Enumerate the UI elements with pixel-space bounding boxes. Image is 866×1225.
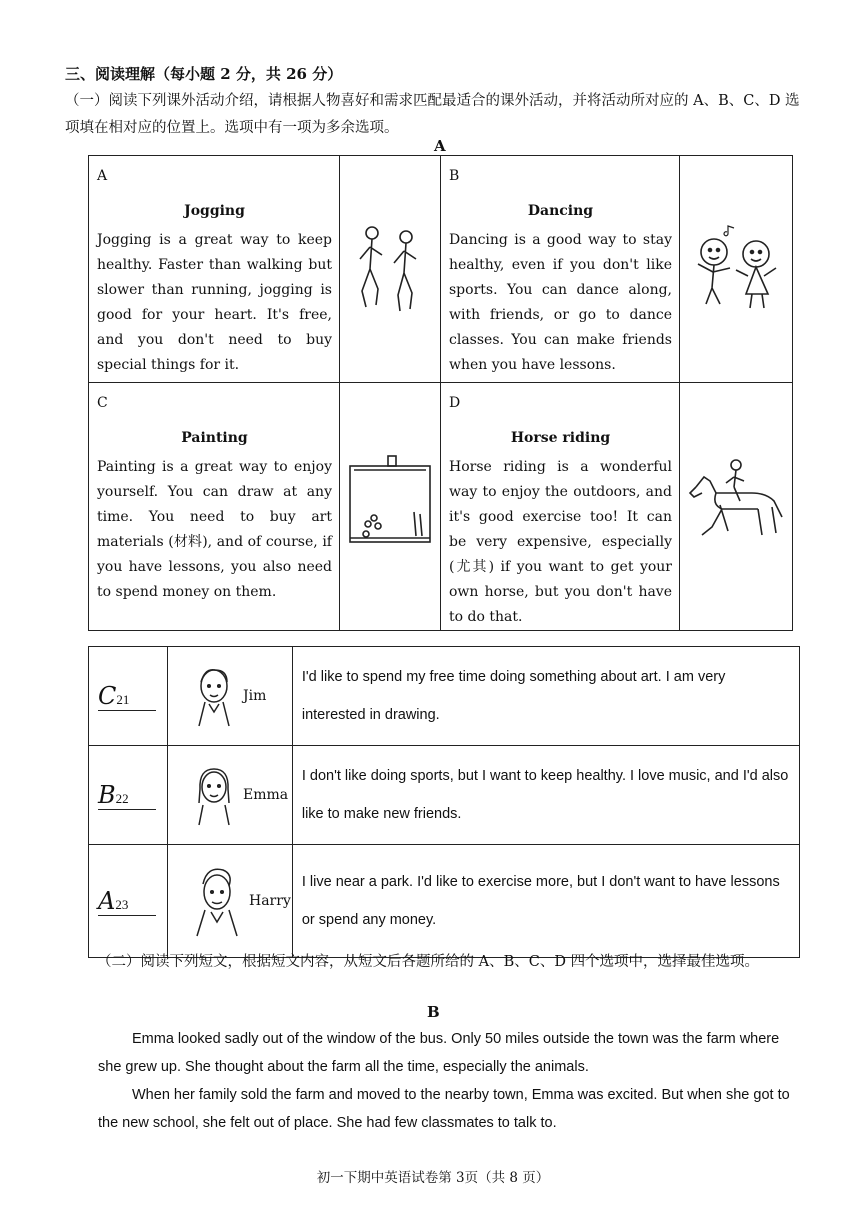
statement-text: I'd like to spend my free time doing something about art. I am very interested in drawing. xyxy=(301,669,726,723)
passage-paragraph: When her family sold the farm and moved to the nearby town, Emma was excited. But when she got to the new school, she felt out of place. She had few classmates to talk to. xyxy=(98,1087,790,1131)
passage-b xyxy=(98,1025,798,1137)
girl-portrait-icon xyxy=(193,763,235,827)
activity-a-cell xyxy=(89,156,340,383)
page-footer: 初一下期中英语试卷第 3页（共 8 页） xyxy=(316,1170,550,1186)
answer-cell-22[interactable] xyxy=(89,746,168,845)
activity-d-cell xyxy=(441,383,680,631)
person-name: Jim xyxy=(243,688,267,704)
activity-title: Painting xyxy=(181,430,248,446)
activity-text: Horse riding is a wonderful way to enjoy the outdoors, and it's good exercise too! It can be very expensive, especially (尤其) if you want to get your own horse, but you don't have to do that. xyxy=(449,459,672,625)
dancers-icon xyxy=(688,224,784,314)
person-name: Emma xyxy=(243,787,289,803)
boy-portrait-icon xyxy=(193,864,241,938)
passage-b-label: B xyxy=(427,1003,440,1021)
joggers-icon xyxy=(350,219,430,319)
activities-table xyxy=(88,155,793,631)
answer-handwritten: B xyxy=(98,780,116,809)
person-cell xyxy=(168,647,293,746)
matching-table xyxy=(88,646,800,958)
part2-instruction: （二）阅读下列短文，根据短文内容，从短文后各题所给的 A、B、C、D 四个选项中，选择最佳选项。 xyxy=(97,954,760,970)
activity-c-cell xyxy=(89,383,340,631)
statement-cell xyxy=(292,845,799,958)
answer-handwritten: C xyxy=(98,681,117,710)
person-cell xyxy=(168,746,293,845)
activity-c-picture xyxy=(340,383,441,631)
activity-title: Dancing xyxy=(527,203,594,219)
activity-text: Painting is a great way to enjoy yourself. You can draw at any time. You need to buy art materials (材料), and of course, if you have lessons, you also need to spend money on them. xyxy=(97,459,332,600)
activity-b-picture xyxy=(680,156,793,383)
easel-icon xyxy=(344,452,436,552)
answer-cell-23[interactable] xyxy=(89,845,168,958)
passage-paragraph: Emma looked sadly out of the window of the bus. Only 50 miles outside the town was the farm where she grew up. She thought about the farm all the time, especially the animals. xyxy=(98,1031,780,1075)
boy-portrait-icon xyxy=(193,664,235,728)
activity-letter: C xyxy=(97,395,108,411)
activity-d-picture xyxy=(680,383,793,631)
statement-text: I live near a park. I'd like to exercise more, but I don't want to have lessons or spend any money. xyxy=(301,874,780,928)
activity-text: Dancing is a good way to stay healthy, even if you don't like sports. You can dance along, with friends, or go to dance classes. You can make friends when you have lessons. xyxy=(449,232,672,373)
passage-a-label: A xyxy=(434,137,446,155)
answer-cell-21[interactable] xyxy=(89,647,168,746)
question-number: 22 xyxy=(115,790,129,806)
answer-handwritten: A xyxy=(98,886,116,915)
statement-cell xyxy=(292,647,799,746)
question-number: 21 xyxy=(116,691,130,707)
horse-rider-icon xyxy=(682,457,790,547)
activity-letter: B xyxy=(449,168,460,184)
activity-letter: D xyxy=(449,395,461,411)
activity-title: Horse riding xyxy=(510,430,611,446)
section-heading: 三、阅读理解（每小题 2 分，共 26 分） xyxy=(65,65,343,83)
activity-letter: A xyxy=(97,168,108,184)
person-name: Harry xyxy=(249,893,291,909)
statement-text: I don't like doing sports, but I want to keep healthy. I love music, and I'd also like to make new friends. xyxy=(301,768,789,822)
activity-text: Jogging is a great way to keep healthy. Faster than walking but slower than running, jogging is good for your heart. It's free, and you don't need to buy special things for it. xyxy=(97,232,332,373)
activity-title: Jogging xyxy=(184,203,245,219)
activity-a-picture xyxy=(340,156,441,383)
person-cell xyxy=(168,845,293,958)
question-number: 23 xyxy=(115,896,129,912)
activity-b-cell xyxy=(441,156,680,383)
statement-cell xyxy=(292,746,799,845)
part1-instruction: （一）阅读下列课外活动介绍，请根据人物喜好和需求匹配最适合的课外活动，并将活动所对应的 A、B、C、D 选项填在相对应的位置上。选项中有一项为多余选项。 xyxy=(65,93,800,136)
